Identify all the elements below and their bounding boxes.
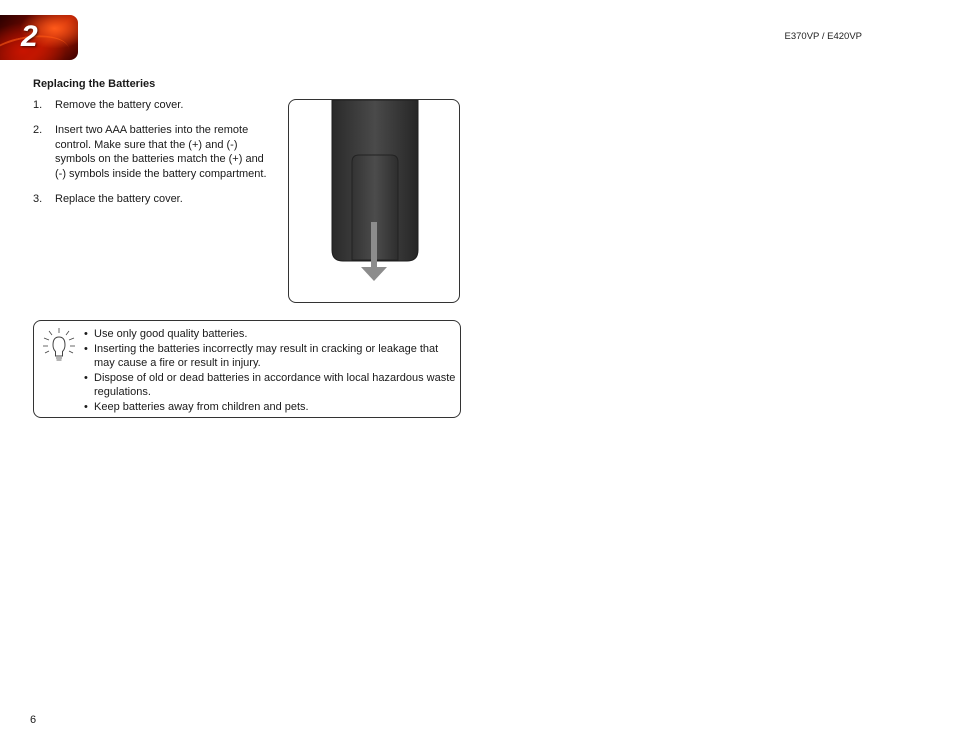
bullet: • [84, 400, 88, 413]
step-text: Insert two AAA batteries into the remote control. Make sure that the (+) and (-) symbols on the batteries match the (+) and (-) symbols inside the battery compartment. [55, 124, 267, 180]
arrow-down-icon [361, 267, 387, 281]
arrow-shaft [371, 222, 377, 268]
tip-text: Use only good quality batteries. [94, 328, 248, 340]
remote-battery-figure [288, 99, 460, 303]
bullet: • [84, 371, 88, 384]
tip-item [84, 342, 456, 371]
step-item [33, 98, 273, 113]
step-text: Remove the battery cover. [55, 99, 184, 111]
bullet: • [84, 342, 88, 355]
section-title: Replacing the Batteries [33, 78, 156, 90]
step-item [33, 123, 273, 181]
step-number: 1. [33, 99, 43, 111]
tip-list [84, 327, 456, 415]
step-text: Replace the battery cover. [55, 192, 183, 205]
tip-item [84, 400, 456, 415]
step-number: 2. [33, 124, 43, 137]
model-number: E370VP / E420VP [784, 31, 862, 42]
chapter-badge [0, 15, 78, 60]
tip-text: Keep batteries away from children and pets. [94, 400, 309, 413]
tip-item [84, 327, 456, 342]
tip-text: Inserting the batteries incorrectly may result in cracking or leakage that may cause a fire or result in injury. [94, 342, 439, 370]
steps-list [33, 98, 273, 217]
chapter-number: 2 [21, 20, 38, 53]
tip-item [84, 371, 456, 400]
bullet: • [84, 328, 88, 340]
tip-text: Dispose of old or dead batteries in accordance with local hazardous waste regulations. [94, 371, 456, 399]
step-item [33, 192, 273, 207]
step-number: 3. [33, 192, 43, 205]
page-number: 6 [30, 714, 37, 726]
remote-illustration [289, 100, 459, 302]
lightbulb-icon [42, 327, 76, 363]
tip-box [33, 320, 461, 418]
